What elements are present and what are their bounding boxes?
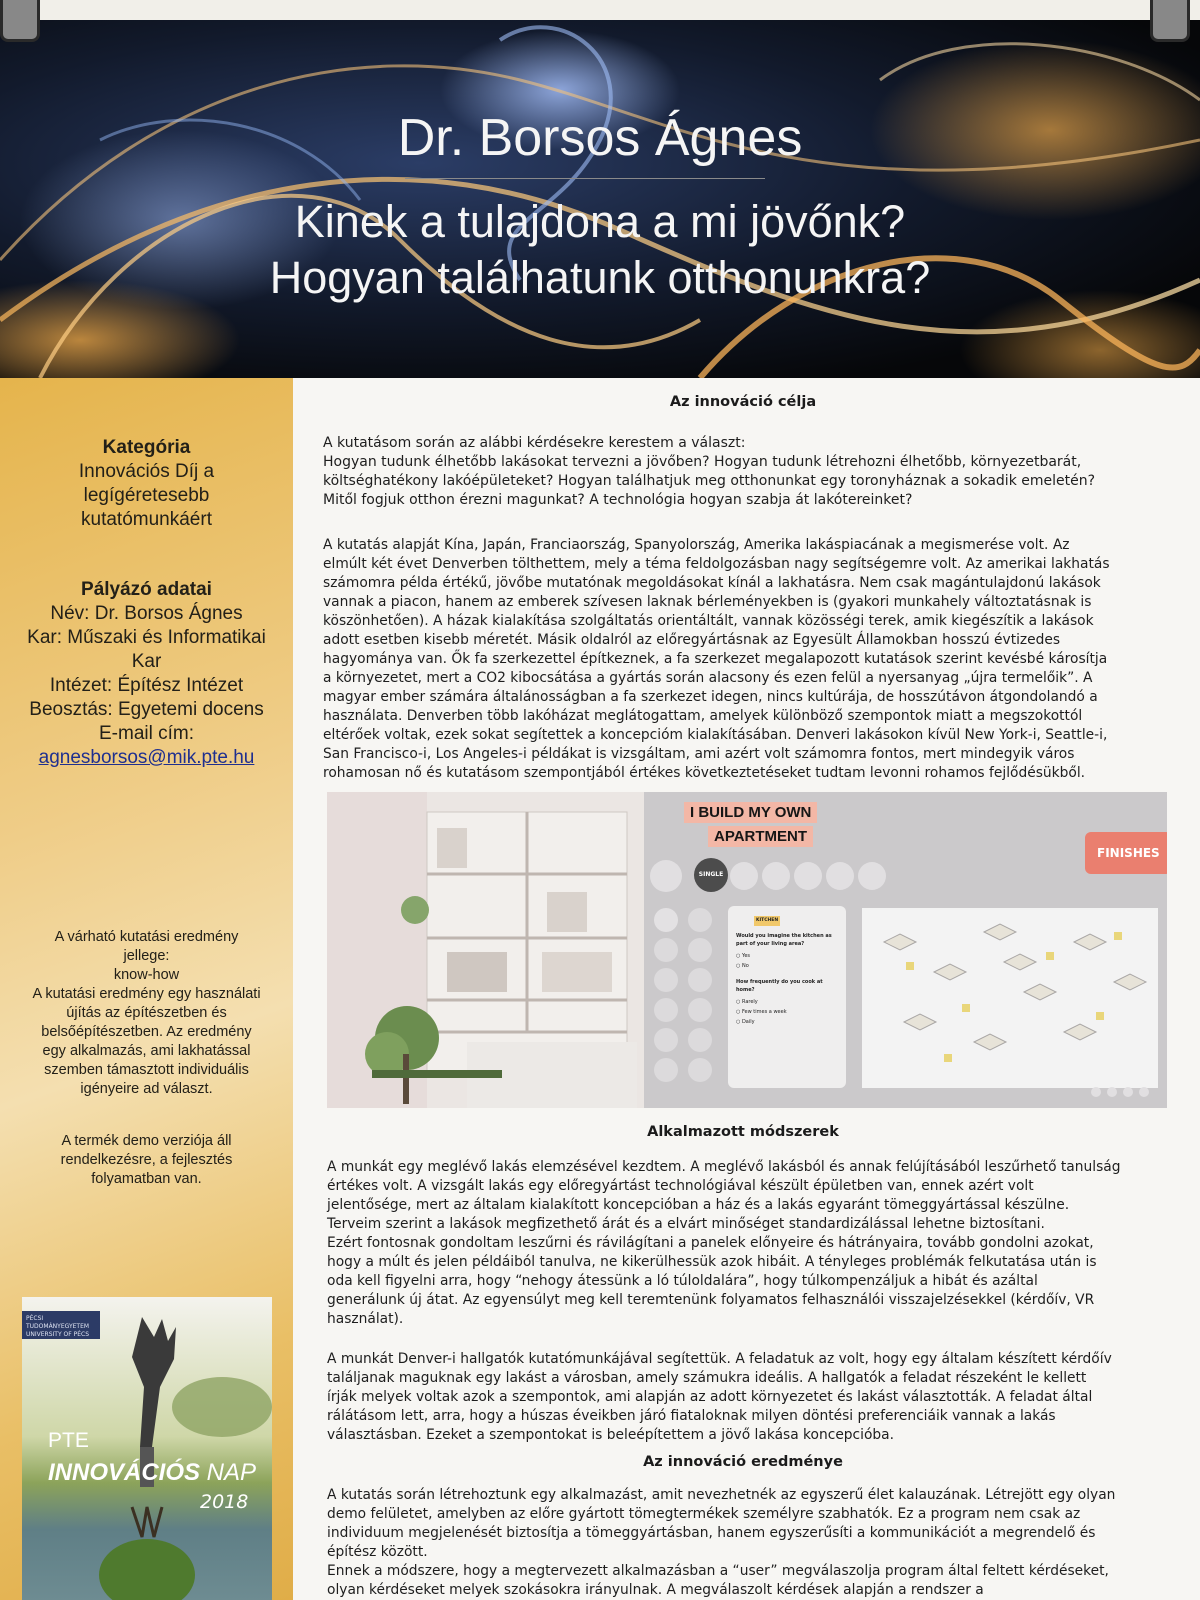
pte-label: PTE [48, 1429, 89, 1452]
category-line: kutatómunkáért [81, 509, 212, 530]
category-line: legígéretesebb [83, 485, 210, 506]
research-line: számomra példa értékű, jövőbe mutatónak megoldásokat kínál a lakhatásra. Nem csak magántulajdonú lakások [323, 575, 1101, 591]
applicant-heading: Pályázó adatai [81, 579, 212, 600]
category-block [0, 436, 293, 532]
expected-result-line: A kutatási eredmény egy használati [32, 986, 261, 1002]
expected-result-line: know-how [113, 967, 180, 983]
title-divider [405, 178, 765, 179]
demo-line: rendelkezésre, a fejlesztés [60, 1152, 233, 1168]
expected-result-line: A várható kutatási eredmény [54, 929, 239, 945]
poster-title-line-1: Kinek a tulajdona a mi jövőnk? [294, 196, 906, 247]
building-section-render [327, 792, 644, 1108]
denver-line: választásban. Ezeket a szempontokat is beleépítettem a jövő lakása koncepcióba. [327, 1427, 895, 1443]
goal-line: A kutatásom során az alábbi kérdésekre kerestem a választ: [323, 435, 746, 451]
poster-main-content [293, 378, 1200, 1600]
expected-result-line: egy alkalmazás, ami lakhatással [42, 1043, 251, 1059]
applicant-faculty-cont: Kar [131, 651, 162, 672]
applicant-block [0, 578, 293, 770]
demo-line: A termék demo verziója áll [61, 1133, 232, 1149]
email-label: E-mail cím: [99, 723, 194, 744]
methods-line: használat). [327, 1311, 404, 1327]
building-section-illustration [327, 792, 644, 1108]
methods-line: Terveim szerint a lakások megfizethető árát és a elvárt minőséget standardizálással lehetne biztosítani. [327, 1216, 1045, 1232]
goal-paragraph [323, 434, 1173, 510]
research-line: vannak a piacon, hanem az emberek szívesen laknak bérleményekben is (gyakori munkahely változtatásnak is [323, 594, 1092, 610]
research-line: eltérőek voltak, ezek sokat segítettek a koncepcióm kialakításában. Denveri lakásokon kívül New York-i, Seattle-i, [323, 727, 1108, 743]
goal-heading: Az innováció célja [669, 394, 817, 410]
methods-heading: Alkalmazott módszerek [647, 1124, 839, 1140]
result-line: olyan kérdéseket melyek szokásokra irányulnak. A megválaszolt kérdések alapján a rendszer a [327, 1582, 984, 1598]
denver-line: rálátásom lett, arra, hogy a húszas éveikben járó fiataloknak milyen döntési preferenciáik vannak a lakás [327, 1408, 1056, 1424]
applicant-name: Név: Dr. Borsos Ágnes [50, 603, 243, 624]
innovation-day-title: INNOVÁCIÓS NAP [48, 1459, 257, 1486]
research-line: használata. Denverben több lakóházat meglátogattam, amelyek különböző szempontok miatt a megszokottól [323, 708, 1083, 724]
denver-line: írják melyek voltak azok a szempontok, ami alapján az adott környezetet és lakást választották. A feladat által [327, 1389, 1093, 1405]
finishes-label: FINISHES [1085, 832, 1167, 874]
result-paragraph [327, 1486, 1187, 1600]
research-line: magyar ember számára általánosságban a fa szerkezet idegen, nincs kultúrája, de hosszútávon átgondolandó a [323, 689, 1098, 705]
expected-result-line: szemben támasztott individuális [44, 1062, 249, 1078]
research-line: köszönhetően). A házak kialakítása szolgáltatás orientáltált, vannak közösségi terek, amik kiegészítik a lakások [323, 613, 1094, 629]
result-heading: Az innováció eredménye [643, 1454, 843, 1470]
denver-line: találjanak maguknak egy lakást a városban, amely számukra ideális. A hallgatók a feladat részeként le kellett [327, 1370, 1087, 1386]
questionnaire-card [728, 906, 846, 1088]
research-line: elmúlt két évet Denverben tölthettem, mely a téma feldolgozásban nagy segítségemre volt. Az amerikai lakhatás [323, 556, 1110, 572]
demo-block [24, 1132, 269, 1189]
methods-line: generálunk új átat. Az egyensúlyt meg kell teremtenünk folyamatos felhasználói visszajelzésekkel (kérdőív, VR [327, 1292, 1095, 1308]
applicant-institute: Intézet: Építész Intézet [49, 675, 244, 696]
result-line: A kutatás során létrehoztunk egy alkalmazást, amit nevezhetnék az egyszerű élet kalauzának. Létrejött egy olyan [327, 1487, 1116, 1503]
goal-line: Mitől fogjuk otthon érezni magunkat? A technológia hogyan szabja át lakótereinket? [323, 492, 913, 508]
poster-sidebar [0, 378, 293, 1600]
expected-result-line: belsőépítészetben. Az eredmény [41, 1024, 252, 1040]
project-figure [327, 792, 1167, 1108]
expected-result-line: jellege: [123, 948, 170, 964]
question-1: Would you imagine the kitchen as part of your living area? [736, 933, 832, 947]
q2-option-weekly[interactable]: ○ Few times a week [736, 1009, 787, 1015]
single-option[interactable]: SINGLE [694, 858, 728, 892]
question-2: How frequently do you cook at home? [736, 979, 823, 993]
result-line: építész között. [327, 1544, 428, 1560]
result-line: demo felületet, amelyben az előre gyártott tömegtermékek személyre szabhatók. Ez a program nem csak az [327, 1506, 1081, 1522]
research-line: adott esetben kisebb méretét. Másik oldalról az előregyártásnak az Egyesült Államokban hosszú évtizedes [323, 632, 1061, 648]
q2-option-rarely[interactable]: ○ Rarely [736, 999, 758, 1005]
innovation-day-poster [22, 1297, 272, 1600]
methods-line: értékes volt. A vizsgált lakás egy előregyártást technológiával készült épületben van, ennek azért volt [327, 1178, 1034, 1194]
result-line: Ennek a módszere, hogy a megtervezett alkalmazásban a “user” megválaszolja program által feltett kérdéseket, [327, 1563, 1109, 1579]
result-line: individuum megjelenését biztosítja a tömeggyártásban, hanem egyszerűsíti a kommunikációt a megrendelő és [327, 1525, 1096, 1541]
denver-line: A munkát Denver-i hallgatók kutatómunkájával segítettük. A feladatuk az volt, hogy egy általam készített kérdőív [327, 1351, 1112, 1367]
methods-line: jelentősége, mert az általam kialakított koncepcióban a ház és a lakás egyaránt tömeggyártással készülne. [327, 1197, 1070, 1213]
methods-line: Ezért fontosnak gondoltam leszűrni és rávilágítani a panelek előnyeire és hátrányaira, tovább gondolni azokat, [327, 1235, 1094, 1251]
denver-paragraph [327, 1350, 1187, 1445]
expected-result-block [14, 928, 279, 1099]
research-line: a környezetet, mert a CO2 kibocsátása a gyártás során alacsony és ezen felül a nyersanyag „újra termelőik”. A [323, 670, 1093, 686]
university-seal: PÉCSI TUDOMÁNYEGYETEM UNIVERSITY OF PÉCS [22, 1311, 100, 1339]
research-line: A kutatás alapját Kína, Japán, Franciaország, Spanyolország, Amerika lakáspiacának a megismerése volt. Az [323, 537, 1070, 553]
innovation-day-year: 2018 [200, 1491, 249, 1513]
poster-title-line-2: Hogyan találhatunk otthonunkra? [269, 252, 931, 303]
category-heading: Kategória [102, 437, 191, 458]
q1-option-yes[interactable]: ○ Yes [736, 953, 751, 959]
methods-paragraph [327, 1158, 1187, 1329]
kitchen-label: KITCHEN [754, 916, 780, 926]
methods-line: oda kell figyelni arra, hogy “nehogy átessünk a ló túloldalára”, hogy túlkompenzáljuk a hibát és azáltal [327, 1273, 1038, 1289]
email-link[interactable]: agnesborsos@mik.pte.hu [38, 747, 255, 768]
expected-result-line: igényeire ad választ. [80, 1081, 213, 1097]
build-own-label-1: I BUILD MY OWN [684, 802, 817, 823]
goal-line: költséghatékony lakóépületeket? Hogyan találhatjuk meg otthonunkat egy toronyháznak a sokadik emeletén? [323, 473, 1096, 489]
research-line: hagyománya van. Ők fa szerkezettel építkeznek, a fa szerkezet megalapozott kutatások szerint kevésbé károsítja [323, 651, 1108, 667]
binder-clip-left [0, 0, 40, 42]
research-line: rohamosan nő és kutatásom szempontjából értékes következtetéseket tudtam levonni rohamos fejlődésükből. [323, 765, 1086, 781]
binder-clip-right [1150, 0, 1190, 42]
q1-option-no[interactable]: ○ No [736, 963, 749, 969]
goal-line: Hogyan tudunk élhetőbb lakásokat tervezni a jövőben? Hogyan tudunk létrehozni élhetőbb, környezetbarát, [323, 454, 1082, 470]
author-name: Dr. Borsos Ágnes [397, 109, 803, 167]
research-paragraph [323, 536, 1183, 783]
research-line: San Francisco-i, Los Angeles-i példákat is vizsgáltam, ami azért volt számomra fontos, mert mindegyik város [323, 746, 1075, 762]
methods-line: hogy a múlt és jelen példáiból tanulva, ne kikerülhessük azok hibáit. A tényleges problémák felkutatása után is [327, 1254, 1097, 1270]
demo-line: folyamatban van. [91, 1171, 202, 1187]
category-line: Innovációs Díj a [78, 461, 215, 482]
methods-line: A munkát egy meglévő lakás elemzésével kezdtem. A meglévő lakásból és annak felújításából leszűrhető tanulság [327, 1159, 1121, 1175]
build-own-label-2: APARTMENT [708, 826, 813, 847]
applicant-position: Beosztás: Egyetemi docens [29, 699, 264, 720]
applicant-faculty: Kar: Műszaki és Informatikai [27, 627, 266, 648]
expected-result-line: újítás az építészetben és [66, 1005, 227, 1021]
poster-banner [0, 20, 1200, 378]
q2-option-daily[interactable]: ○ Daily [736, 1019, 755, 1025]
